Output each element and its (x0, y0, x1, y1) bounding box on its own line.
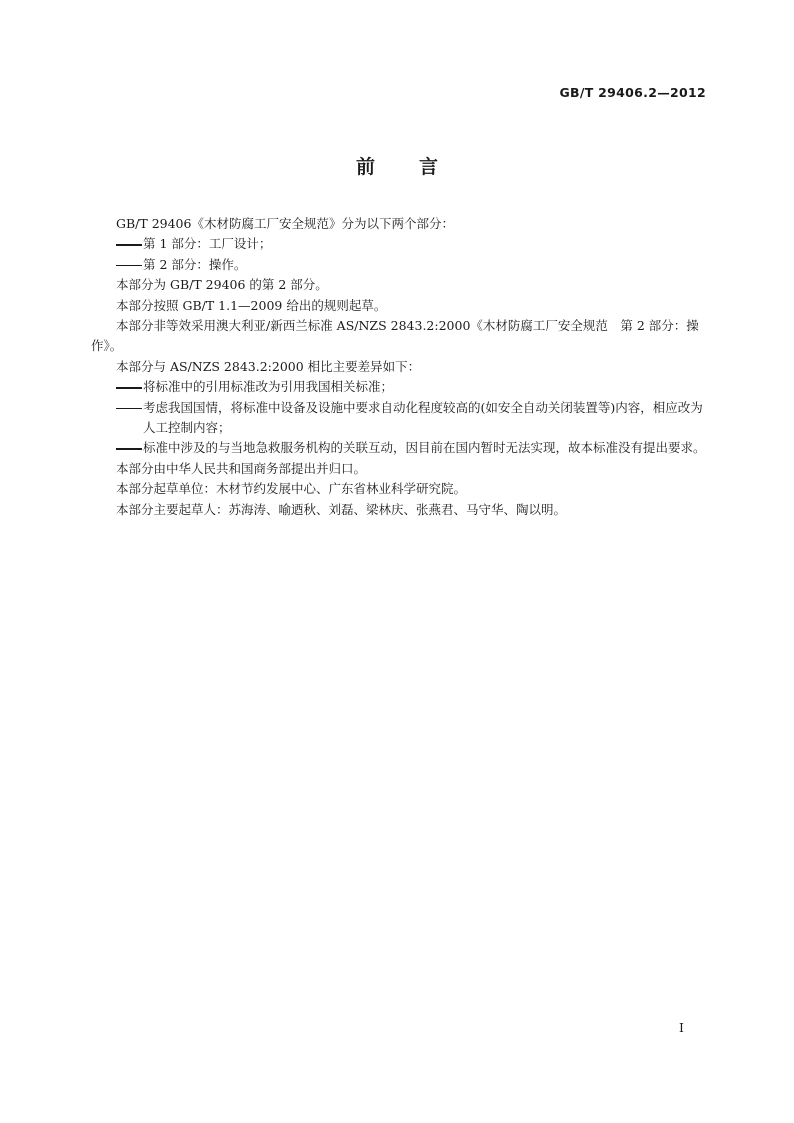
paragraph-drafting-rule: 本部分按照 GB/T 1.1—2009 给出的规则起草。 (116, 297, 387, 313)
list-item-text: 第 2 部分：操作。 (143, 256, 247, 272)
paragraph-this-part: 本部分为 GB/T 29406 的第 2 部分。 (116, 277, 328, 293)
dash-marker (116, 387, 142, 389)
paragraph-drafters: 本部分主要起草人：苏海涛、喻迺秋、刘磊、梁林庆、张燕君、马守华、陶以明。 (116, 501, 567, 517)
list-item-diff1 (91, 377, 707, 397)
list-item-diff2 (91, 398, 707, 439)
paragraph-differences-intro: 本部分与 AS/NZS 2843.2:2000 相比主要差异如下： (116, 358, 421, 374)
dash-marker (116, 448, 142, 450)
paragraph-intro: GB/T 29406《木材防腐工厂安全规范》分为以下两个部分： (116, 216, 454, 231)
page-number: I (679, 1020, 684, 1035)
list-item-text: 考虑我国国情，将标准中设备及设施中要求自动化程度较高的(如安全自动关闭装置等)内容，相应改为人工控制内容； (143, 399, 703, 436)
dash-marker (116, 265, 142, 267)
dash-marker (116, 244, 142, 246)
list-item-diff3 (91, 438, 707, 458)
page-title: 前言 (355, 156, 482, 178)
standard-code: GB/T 29406.2—2012 (559, 85, 706, 100)
list-item-part2 (91, 255, 707, 275)
list-item-text: 第 1 部分：工厂设计； (143, 236, 272, 252)
dash-marker (116, 408, 142, 410)
foreword-body (91, 214, 707, 520)
paragraph-adoption: 本部分非等效采用澳大利亚/新西兰标准 AS/NZS 2843.2:2000《木材防腐工厂安全规范 第 2 部分：操作》。 (91, 318, 699, 354)
list-item-text: 标准中涉及的与当地急救服务机构的关联互动，因目前在国内暂时无法实现，故本标准没有提出要求。 (143, 440, 706, 456)
list-item-part1 (91, 234, 707, 254)
paragraph-proposer: 本部分由中华人民共和国商务部提出并归口。 (116, 460, 367, 476)
paragraph-drafting-units: 本部分起草单位：木材节约发展中心、广东省林业科学研究院。 (116, 481, 467, 497)
list-item-text: 将标准中的引用标准改为引用我国相关标准； (143, 379, 394, 395)
